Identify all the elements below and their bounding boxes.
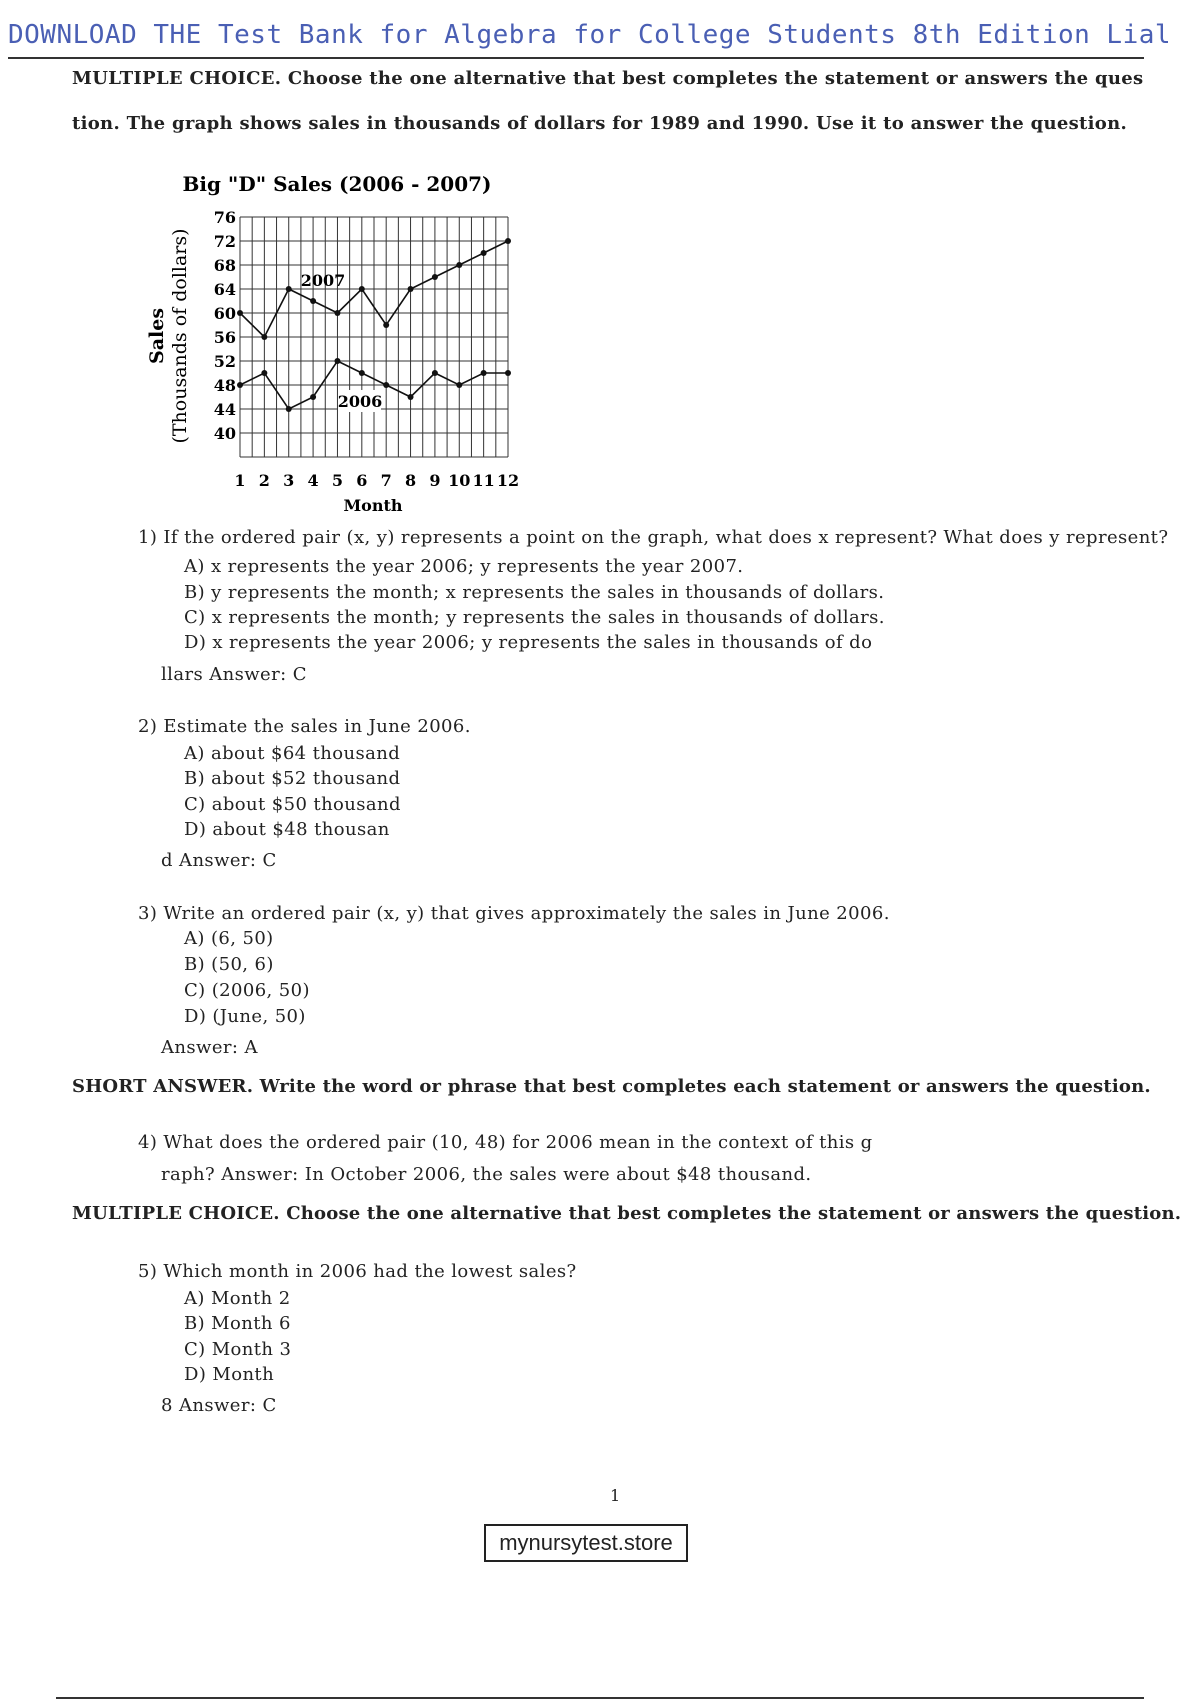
question-1-answer: llars Answer: C (161, 664, 307, 685)
y-axis-tick-labels (214, 208, 236, 443)
question-3-option-b: B) (50, 6) (184, 954, 274, 975)
x-tick-label: 4 (307, 471, 319, 490)
y-tick-label: 40 (213, 424, 236, 443)
x-tick-label: 7 (380, 471, 392, 490)
question-2-option-a: A) about $64 thousand (184, 743, 401, 764)
data-point-2007-month-6 (359, 286, 365, 292)
x-tick-label: 10 (448, 471, 471, 490)
y-tick-label: 48 (213, 376, 236, 395)
question-3-option-a: A) (6, 50) (184, 928, 274, 949)
section-multiple-choice-2: MULTIPLE CHOICE. Choose the one alternative that best completes the statement or answers the question. (72, 1203, 1182, 1224)
question-3-text: 3) Write an ordered pair (x, y) that gives approximately the sales in June 2006. (138, 903, 890, 924)
question-4-text: 4) What does the ordered pair (10, 48) for 2006 mean in the context of this g (138, 1132, 873, 1153)
data-point-2007-month-1 (237, 310, 243, 316)
y-tick-label: 56 (213, 328, 236, 347)
chart-grid (240, 217, 508, 457)
y-tick-label: 76 (213, 208, 236, 227)
data-point-2006-month-2 (261, 370, 267, 376)
data-point-2006-month-9 (432, 370, 438, 376)
question-3-option-d: D) (June, 50) (184, 1006, 306, 1027)
data-point-2007-month-11 (481, 250, 487, 256)
bottom-divider (56, 1697, 1144, 1699)
data-point-2007-month-10 (456, 262, 462, 268)
question-2-option-c: C) about $50 thousand (184, 794, 401, 815)
x-axis-tick-labels (234, 471, 519, 490)
data-point-2007-month-8 (408, 286, 414, 292)
data-point-2007-month-4 (310, 298, 316, 304)
data-point-2007-month-3 (286, 286, 292, 292)
chart-title: Big "D" Sales (2006 - 2007) (182, 172, 492, 196)
y-tick-label: 44 (213, 400, 236, 419)
question-4-answer: raph? Answer: In October 2006, the sales were about $48 thousand. (161, 1164, 812, 1185)
x-tick-label: 12 (496, 471, 520, 490)
data-point-2006-month-3 (286, 406, 292, 412)
data-point-2007-month-9 (432, 274, 438, 280)
x-tick-label: 11 (472, 471, 495, 490)
sales-line-chart (140, 165, 540, 523)
x-axis-label: Month (343, 496, 403, 515)
question-2-answer: d Answer: C (161, 850, 277, 871)
x-tick-label: 1 (234, 471, 246, 490)
question-3-option-c: C) (2006, 50) (184, 980, 310, 1001)
data-point-2006-month-6 (359, 370, 365, 376)
data-point-2007-month-2 (261, 334, 267, 340)
data-point-2007-month-12 (505, 238, 511, 244)
y-tick-label: 60 (213, 304, 236, 323)
store-watermark: mynursytest.store (484, 1524, 688, 1562)
y-tick-label: 68 (213, 256, 236, 275)
section-short-answer: SHORT ANSWER. Write the word or phrase that best completes each statement or answers the question. (72, 1076, 1151, 1097)
top-divider (8, 57, 1144, 59)
x-tick-label: 6 (356, 471, 368, 490)
question-1-text: 1) If the ordered pair (x, y) represents a point on the graph, what does x represent? What does y represent? (138, 527, 1169, 548)
data-point-2006-month-4 (310, 394, 316, 400)
x-tick-label: 5 (331, 471, 344, 490)
data-point-2007-month-5 (334, 310, 340, 316)
question-2-option-d: D) about $48 thousan (184, 819, 390, 840)
question-2-text: 2) Estimate the sales in June 2006. (138, 716, 471, 737)
question-1-option-c: C) x represents the month; y represents the sales in thousands of dollars. (184, 607, 885, 628)
y-axis-label-line-2: (Thousands of dollars) (169, 228, 191, 444)
download-banner: DOWNLOAD THE Test Bank for Algebra for College Students 8th Edition Lial (8, 20, 1172, 50)
question-1-option-a: A) x represents the year 2006; y represents the year 2007. (184, 556, 744, 577)
data-point-2006-month-1 (237, 382, 243, 388)
question-5-option-c: C) Month 3 (184, 1339, 292, 1360)
series-label-2007: 2007 (300, 271, 346, 290)
x-tick-label: 9 (429, 471, 441, 490)
question-5-option-d: D) Month (184, 1364, 275, 1385)
data-point-2006-month-10 (456, 382, 462, 388)
intro-line-2: tion. The graph shows sales in thousands of dollars for 1989 and 1990. Use it to answer the question. (72, 113, 1128, 134)
x-tick-label: 3 (283, 471, 295, 490)
series-label-2006: 2006 (337, 392, 383, 411)
y-tick-label: 64 (213, 280, 236, 299)
page-number: 1 (610, 1486, 621, 1505)
question-2-option-b: B) about $52 thousand (184, 768, 401, 789)
data-point-2006-month-11 (481, 370, 487, 376)
data-point-2007-month-7 (383, 322, 389, 328)
x-tick-label: 2 (258, 471, 270, 490)
question-1-option-d: D) x represents the year 2006; y represents the sales in thousands of do (184, 632, 873, 653)
y-tick-label: 52 (213, 352, 236, 371)
question-1-option-b: B) y represents the month; x represents the sales in thousands of dollars. (184, 582, 885, 603)
data-point-2006-month-8 (408, 394, 414, 400)
data-point-2006-month-12 (505, 370, 511, 376)
data-point-2006-month-5 (334, 358, 340, 364)
question-5-option-a: A) Month 2 (184, 1288, 291, 1309)
y-tick-label: 72 (213, 232, 236, 251)
question-5-answer: 8 Answer: C (161, 1395, 277, 1416)
question-5-option-b: B) Month 6 (184, 1313, 291, 1334)
question-5-text: 5) Which month in 2006 had the lowest sales? (138, 1261, 577, 1282)
data-point-2006-month-7 (383, 382, 389, 388)
x-tick-label: 8 (404, 471, 417, 490)
question-3-answer: Answer: A (161, 1037, 258, 1058)
intro-line-1: MULTIPLE CHOICE. Choose the one alternative that best completes the statement or answers the ques (72, 68, 1144, 89)
y-axis-label-line-1: Sales (146, 307, 168, 365)
